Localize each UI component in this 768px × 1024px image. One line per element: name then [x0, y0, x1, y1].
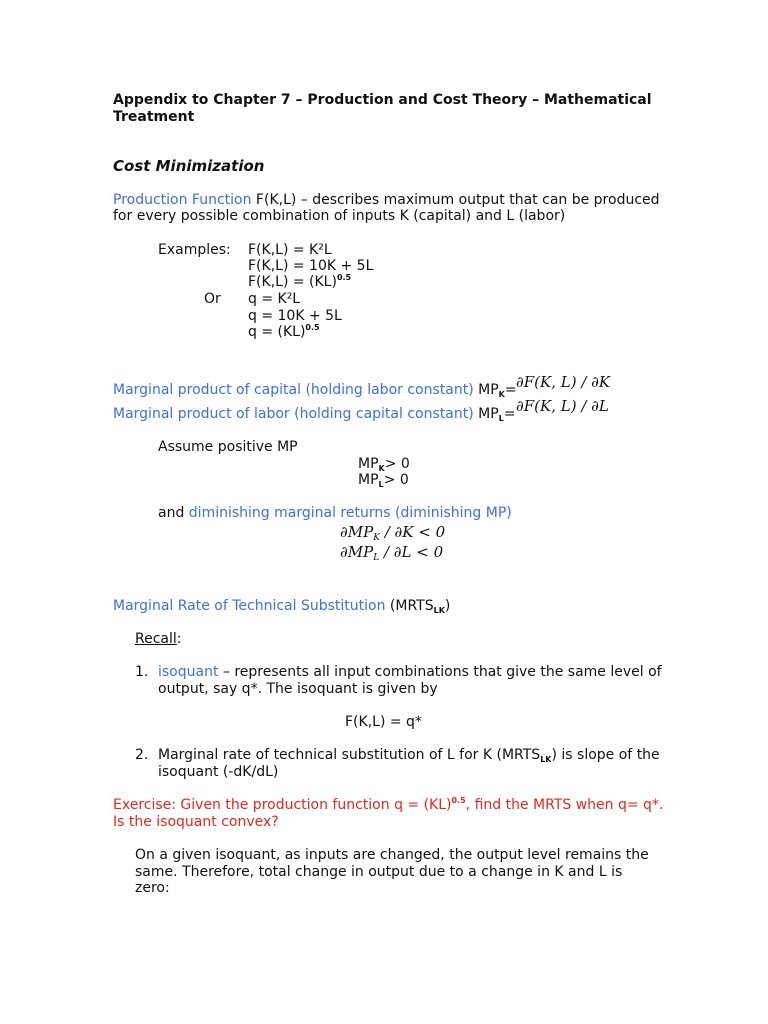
list-item-2: Marginal rate of technical substitution of L for K $(MRTS_{LK})$ is slope of the	[158, 747, 660, 764]
example-5: q = 10K + 5L	[248, 308, 342, 324]
mpk-positive: $MP_K> 0$	[358, 456, 410, 473]
mp-labor-line: Marginal product of labor (holding capital constant) $MP_L=$	[113, 406, 516, 423]
section-heading: Cost Minimization	[113, 157, 265, 175]
dmpk-formula: $\partial MP_K / \partial K < 0$	[340, 523, 446, 543]
exercise-line2: Is the isoquant convex?	[113, 814, 279, 830]
production-function-desc: F(K,L) – describes maximum output that can be produced	[251, 192, 660, 208]
dmpl-formula: $\partial MP_L / \partial L < 0$	[340, 543, 444, 563]
example-1: F(K,L) = K²L	[248, 242, 332, 258]
list-item-1-line2: output, say q*. The isoquant is given by	[158, 681, 438, 697]
mrts-heading: Marginal Rate of Technical Substitution $(MRTS_{LK})$	[113, 598, 451, 615]
assume-positive-mp: Assume positive MP	[158, 439, 298, 455]
exercise-line1: Exercise: Given the production function q = (KL)$^{0.5}$, find the MRTS when q= q*.	[113, 796, 664, 813]
example-3: F(K,L) = (KL)$^{0.5}$	[248, 273, 352, 290]
mp-labor-term: Marginal product of labor (holding capital constant)	[113, 406, 474, 422]
recall-label: Recall:	[135, 631, 182, 647]
production-function-desc-line2: for every possible combination of inputs K (capital) and L (labor)	[113, 208, 566, 224]
list-item-1-number: 1.	[135, 664, 149, 680]
page-title-line2: Treatment	[113, 109, 195, 125]
example-2: F(K,L) = 10K + 5L	[248, 258, 374, 274]
examples-label: Examples:	[158, 242, 231, 258]
mp-capital-formula: ∂F(K, L) / ∂K	[516, 373, 611, 391]
mp-capital-term: Marginal product of capital (holding labor constant)	[113, 382, 474, 398]
list-item-2-number: 2.	[135, 747, 149, 763]
mp-capital-line: Marginal product of capital (holding labor constant) $MP_K=$	[113, 382, 517, 399]
diminishing-returns-term: diminishing marginal returns (diminishing MP)	[188, 505, 512, 521]
production-function-term: Production Function	[113, 192, 252, 208]
mrts-term: Marginal Rate of Technical Substitution	[113, 598, 386, 614]
closing-line3: zero:	[135, 880, 170, 896]
isoquant-equation: F(K,L) = q*	[345, 714, 422, 730]
mpl-positive: $MP_L> 0$	[358, 472, 409, 489]
mp-labor-formula: ∂F(K, L) / ∂L	[516, 397, 609, 415]
or-label: Or	[204, 291, 221, 307]
production-function-definition	[113, 192, 660, 209]
page-title: Appendix to Chapter 7 – Production and Cost Theory – Mathematical	[113, 92, 652, 108]
closing-line2: same. Therefore, total change in output due to a change in K and L is	[135, 864, 623, 880]
list-item-2-line2: isoquant (-dK/dL)	[158, 764, 279, 780]
example-6: q = (KL)$^{0.5}$	[248, 323, 320, 340]
diminishing-returns-line: and diminishing marginal returns (diminishing MP)	[158, 505, 512, 521]
isoquant-term: isoquant	[158, 664, 219, 680]
closing-line1: On a given isoquant, as inputs are changed, the output level remains the	[135, 847, 649, 863]
example-4: q = K²L	[248, 291, 301, 307]
list-item-1: isoquant – represents all input combinations that give the same level of	[158, 664, 662, 680]
